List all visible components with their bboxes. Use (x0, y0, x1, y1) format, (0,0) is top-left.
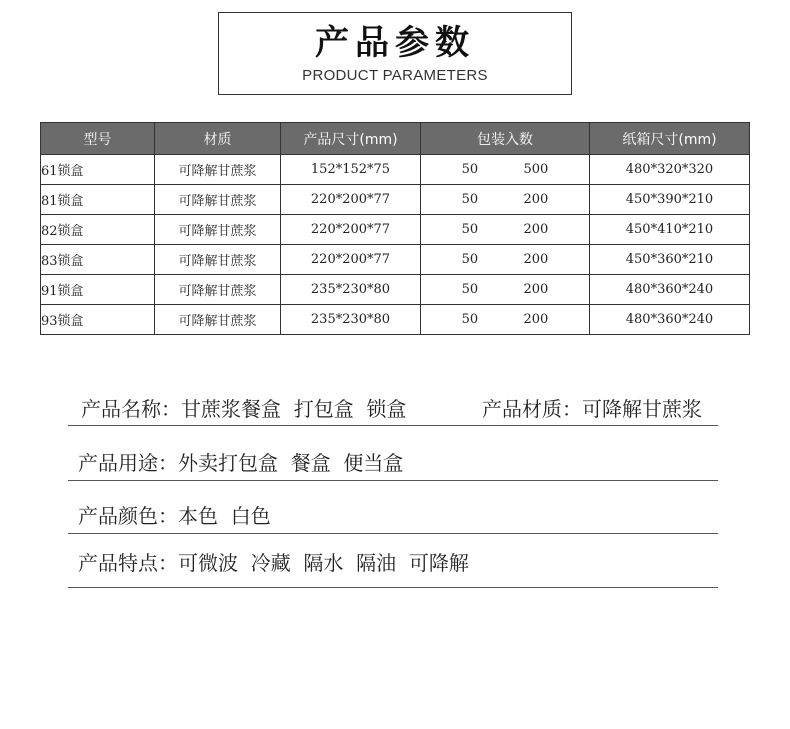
divider (68, 480, 718, 481)
table-row (41, 275, 750, 305)
cell-pack (421, 185, 590, 215)
page-title: 产品参数 (315, 23, 475, 63)
divider (68, 533, 718, 534)
cell-size: 152*152*75 (281, 155, 421, 185)
cell-pack (421, 215, 590, 245)
table-row (41, 185, 750, 215)
pack-carton-count: 500 (523, 162, 549, 177)
divider (68, 425, 718, 426)
pack-inner-count: 50 (461, 222, 479, 237)
product-material-text: 产品材质：可降解甘蔗浆 (482, 397, 702, 421)
cell-carton: 480*320*320 (590, 155, 750, 185)
cell-model: 91锁盒 (41, 275, 155, 305)
column-header-carton: 纸箱尺寸(mm) (590, 123, 750, 155)
pack-inner-count: 50 (461, 252, 479, 267)
cell-size: 220*200*77 (281, 215, 421, 245)
cell-pack (421, 305, 590, 335)
pack-count (421, 312, 589, 327)
pack-count (421, 192, 589, 207)
cell-model: 83锁盒 (41, 245, 155, 275)
cell-material: 可降解甘蔗浆 (155, 305, 281, 335)
cell-material: 可降解甘蔗浆 (155, 245, 281, 275)
title-box (218, 12, 572, 95)
cell-model: 81锁盒 (41, 185, 155, 215)
cell-carton: 450*390*210 (590, 185, 750, 215)
table-header-row (41, 123, 750, 155)
cell-material: 可降解甘蔗浆 (155, 185, 281, 215)
pack-carton-count: 200 (523, 312, 549, 327)
pack-count (421, 282, 589, 297)
cell-model: 61锁盒 (41, 155, 155, 185)
column-header-size: 产品尺寸(mm) (281, 123, 421, 155)
cell-material: 可降解甘蔗浆 (155, 275, 281, 305)
cell-model: 93锁盒 (41, 305, 155, 335)
cell-model: 82锁盒 (41, 215, 155, 245)
product-features-text: 产品特点：可微波 冷藏 隔水 隔油 可降解 (78, 551, 469, 575)
pack-inner-count: 50 (461, 312, 479, 327)
table-row (41, 305, 750, 335)
cell-carton: 450*360*210 (590, 245, 750, 275)
cell-material: 可降解甘蔗浆 (155, 155, 281, 185)
cell-size: 235*230*80 (281, 305, 421, 335)
page-subtitle: PRODUCT PARAMETERS (302, 67, 488, 84)
cell-material: 可降解甘蔗浆 (155, 215, 281, 245)
table-row (41, 245, 750, 275)
cell-size: 220*200*77 (281, 245, 421, 275)
pack-inner-count: 50 (461, 162, 479, 177)
cell-pack (421, 275, 590, 305)
column-header-material: 材质 (155, 123, 281, 155)
pack-inner-count: 50 (461, 282, 479, 297)
product-name-text: 产品名称：甘蔗浆餐盒 打包盒 锁盒 (81, 397, 407, 421)
column-header-model: 型号 (41, 123, 155, 155)
pack-inner-count: 50 (461, 192, 479, 207)
divider (68, 587, 718, 588)
table-row (41, 155, 750, 185)
cell-carton: 480*360*240 (590, 305, 750, 335)
cell-pack (421, 245, 590, 275)
pack-carton-count: 200 (523, 192, 549, 207)
product-color-text: 产品颜色：本色 白色 (78, 504, 271, 528)
pack-carton-count: 200 (523, 222, 549, 237)
pack-carton-count: 200 (523, 252, 549, 267)
product-info (68, 385, 718, 605)
cell-carton: 450*410*210 (590, 215, 750, 245)
table-row (41, 215, 750, 245)
cell-size: 220*200*77 (281, 185, 421, 215)
pack-count (421, 162, 589, 177)
cell-size: 235*230*80 (281, 275, 421, 305)
parameters-table (40, 122, 750, 335)
pack-carton-count: 200 (523, 282, 549, 297)
pack-count (421, 222, 589, 237)
cell-carton: 480*360*240 (590, 275, 750, 305)
pack-count (421, 252, 589, 267)
column-header-pack: 包装入数 (421, 123, 590, 155)
cell-pack (421, 155, 590, 185)
product-usage-text: 产品用途：外卖打包盒 餐盒 便当盒 (78, 451, 404, 475)
